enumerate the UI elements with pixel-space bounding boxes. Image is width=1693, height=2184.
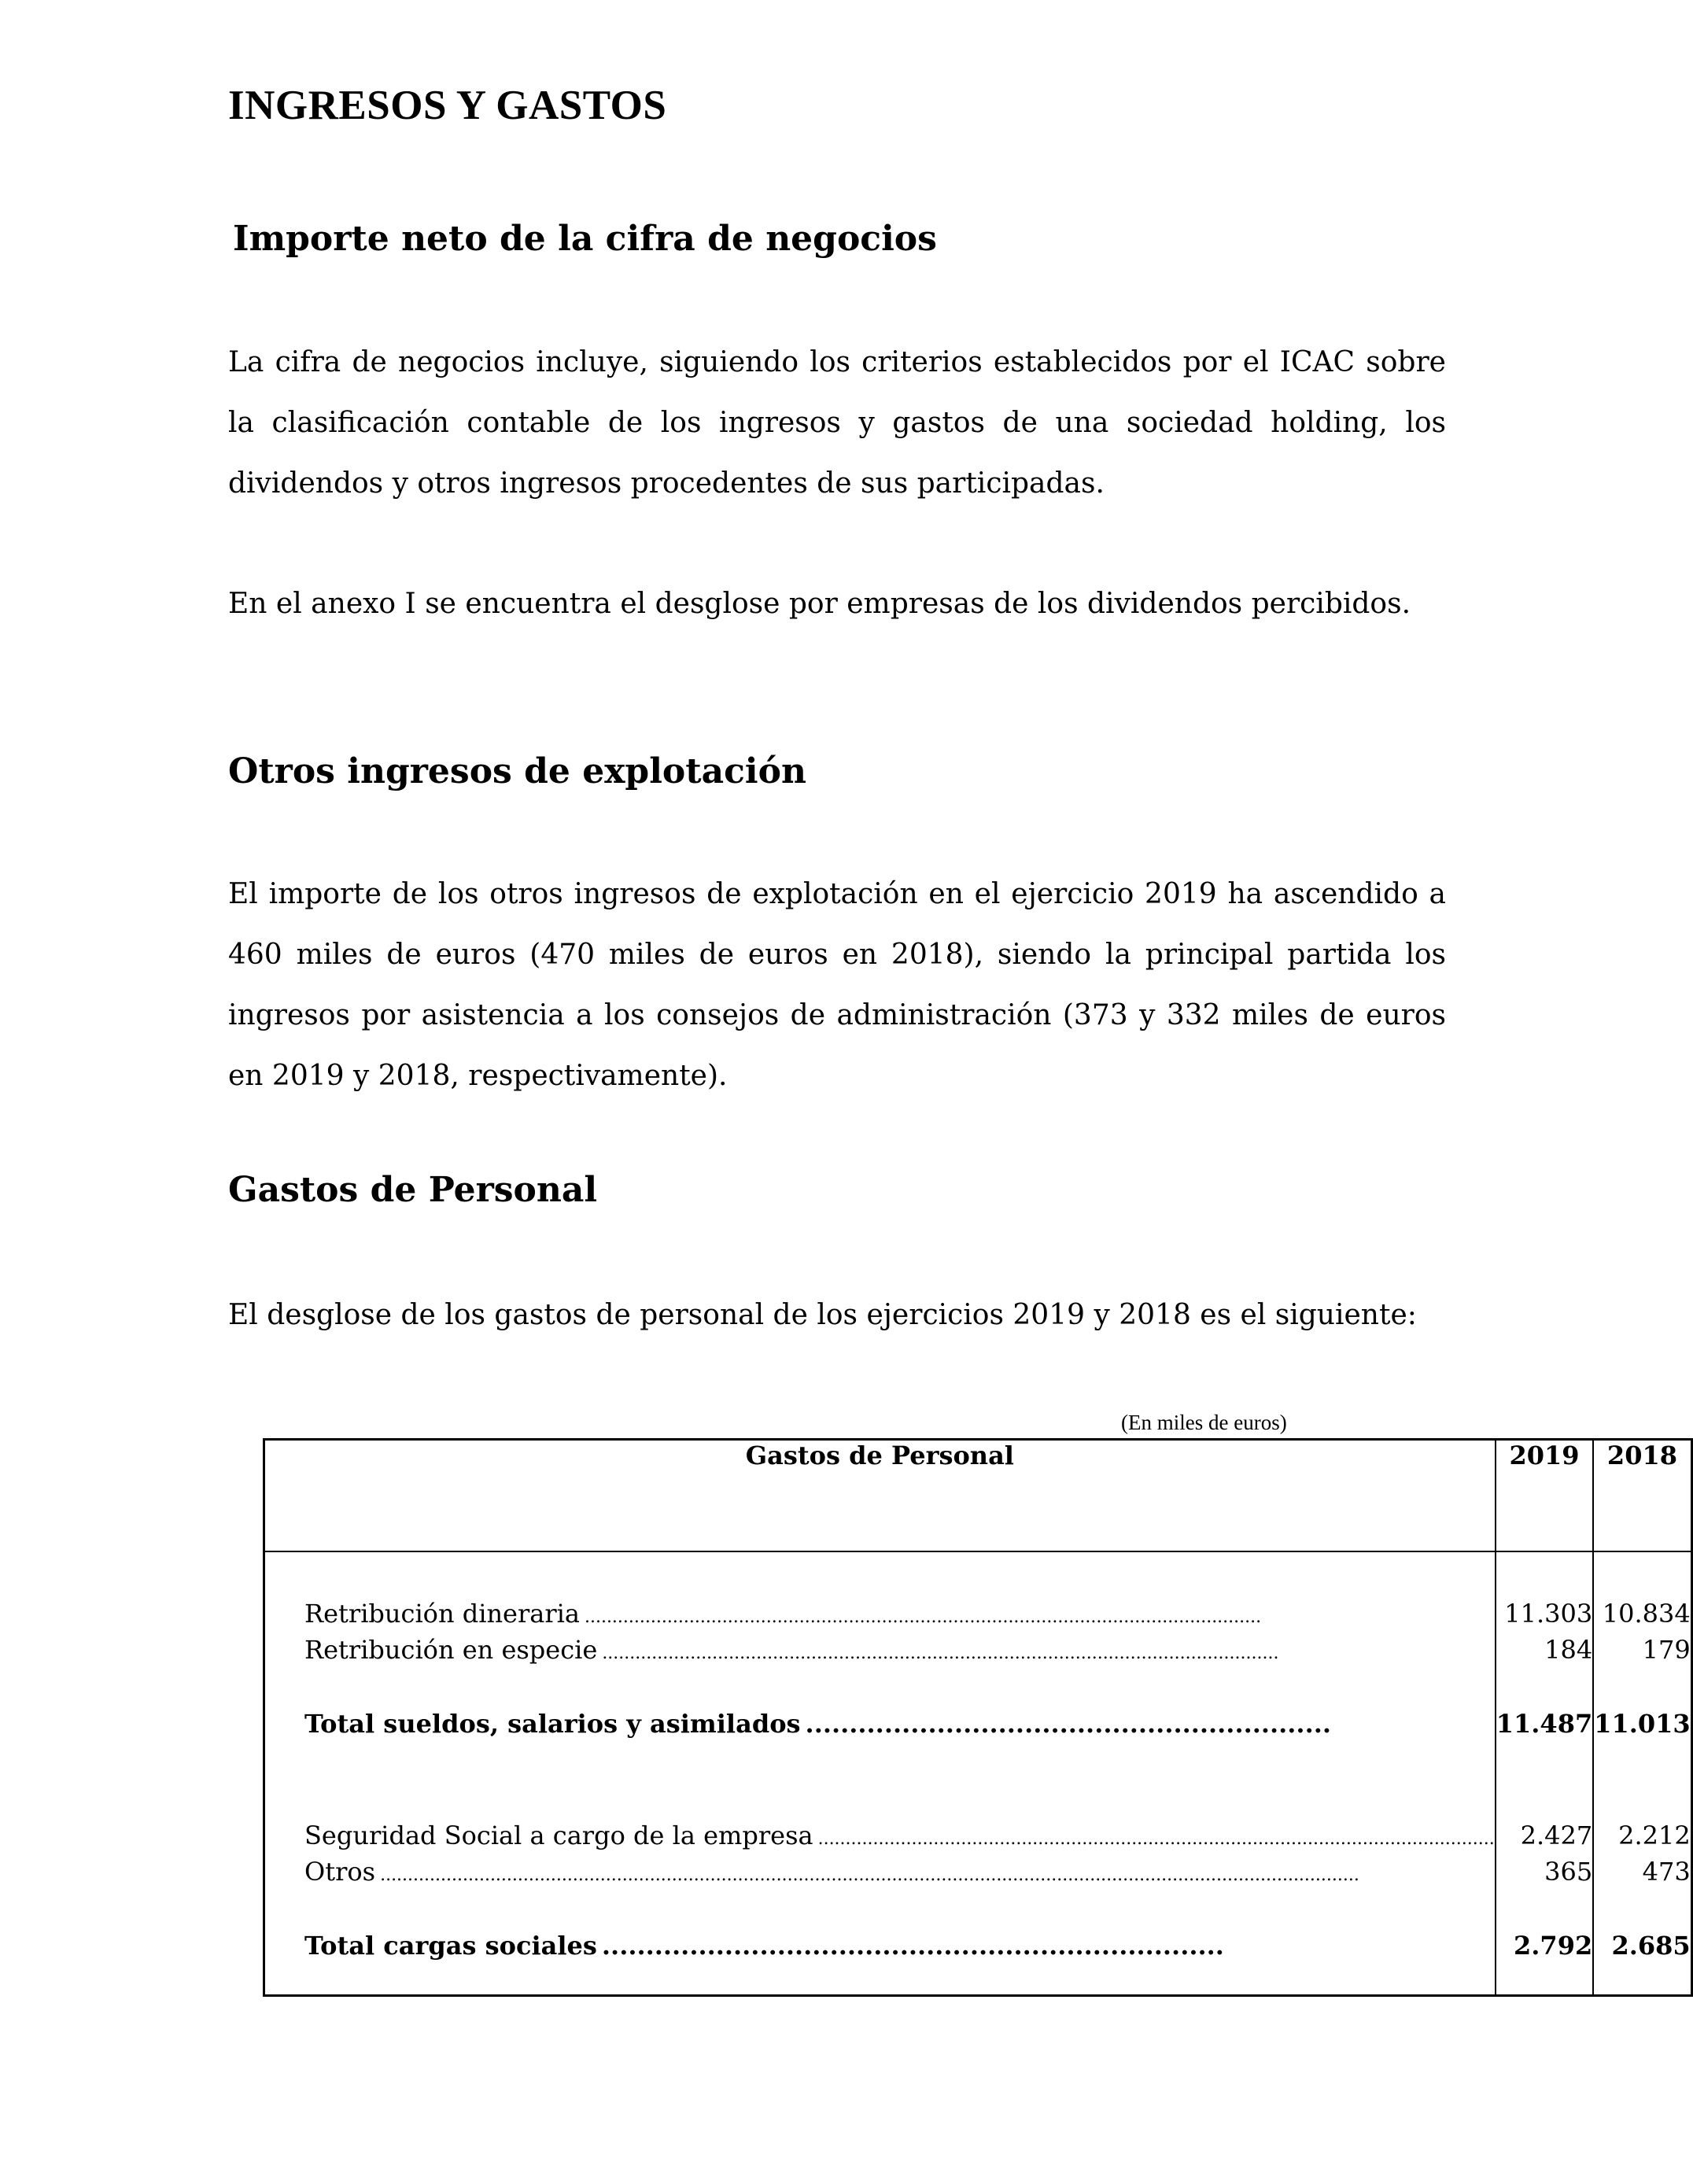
header-2019: 2019 bbox=[1496, 1440, 1593, 1552]
table-units-note: (En miles de euros) bbox=[1121, 1411, 1287, 1434]
table-row: Retribución en especie ........................................................................................................................... 184 179 bbox=[264, 1635, 1692, 1671]
row-label: Total sueldos, salarios y asimilados bbox=[304, 1709, 801, 1739]
row-value-2019: 365 bbox=[1496, 1857, 1593, 1893]
row-value-2018: 10.834 bbox=[1602, 1599, 1691, 1629]
heading-otros-ingresos: Otros ingresos de explotación bbox=[228, 751, 806, 791]
row-value-2018: 11.013 bbox=[1594, 1709, 1691, 1739]
paragraph-otros-ingresos: El importe de los otros ingresos de explotación en el ejercicio 2019 ha ascendido a 460 miles de euros (470 miles de euros en 2018), siendo la principal partida los ingresos por asistencia a los consejos de administración (373 y 332 miles de euros en 2019 y 2018, respectivamente). bbox=[228, 878, 1446, 1092]
header-label: Gastos de Personal bbox=[264, 1440, 1496, 1552]
table-header-row bbox=[264, 1440, 1692, 1552]
paragraph-anexo: En el anexo I se encuentra el desglose por empresas de los dividendos percibidos. bbox=[228, 588, 1411, 620]
row-label: Seguridad Social a cargo de la empresa bbox=[304, 1821, 813, 1850]
table-row-total: Total cargas sociales ....................................................................... 2.792 2.685 bbox=[264, 1931, 1692, 1967]
heading-cifra-negocios: Importe neto de la cifra de negocios bbox=[233, 219, 937, 259]
row-label: Otros bbox=[304, 1857, 376, 1887]
header-2018: 2018 bbox=[1593, 1440, 1691, 1552]
row-value-2018: 179 bbox=[1642, 1635, 1691, 1665]
row-value-2018: 2.685 bbox=[1611, 1931, 1691, 1961]
row-label: Retribución en especie bbox=[304, 1635, 598, 1665]
table-row: Seguridad Social a cargo de la empresa ........................................................................................................................... 2.427 2.212 bbox=[264, 1821, 1692, 1857]
heading-gastos-personal: Gastos de Personal bbox=[228, 1170, 598, 1210]
row-value-2019: 11.303 bbox=[1496, 1599, 1593, 1635]
table-row: Otros .................................................................................................................................................................................. 365 473 bbox=[264, 1857, 1692, 1893]
table-row: Retribución dineraria ........................................................................................................................... 11.303 10.834 bbox=[264, 1599, 1692, 1635]
paragraph-cifra-negocios: La cifra de negocios incluye, siguiendo los criterios establecidos por el ICAC sobre la clasificación contable de los ingresos y gastos de una sociedad holding, los dividendos y otros ingresos procedentes de sus participadas. bbox=[228, 346, 1446, 500]
row-value-2018: 2.212 bbox=[1618, 1821, 1691, 1850]
row-label: Total cargas sociales bbox=[304, 1931, 597, 1961]
gastos-personal-table bbox=[263, 1438, 1693, 1997]
row-label: Retribución dineraria bbox=[304, 1599, 580, 1629]
paragraph-gastos-personal: El desglose de los gastos de personal de los ejercicios 2019 y 2018 es el siguiente: bbox=[228, 1299, 1417, 1331]
page-title: INGRESOS Y GASTOS bbox=[228, 83, 667, 128]
row-value-2018: 473 bbox=[1642, 1857, 1691, 1887]
row-value-2019: 184 bbox=[1496, 1635, 1593, 1671]
row-value-2019: 11.487 bbox=[1496, 1709, 1593, 1745]
row-value-2019: 2.792 bbox=[1496, 1931, 1593, 1967]
row-value-2019: 2.427 bbox=[1496, 1821, 1593, 1857]
table-row-total: Total sueldos, salarios y asimilados ............................................................ 11.487 11.013 bbox=[264, 1709, 1692, 1745]
